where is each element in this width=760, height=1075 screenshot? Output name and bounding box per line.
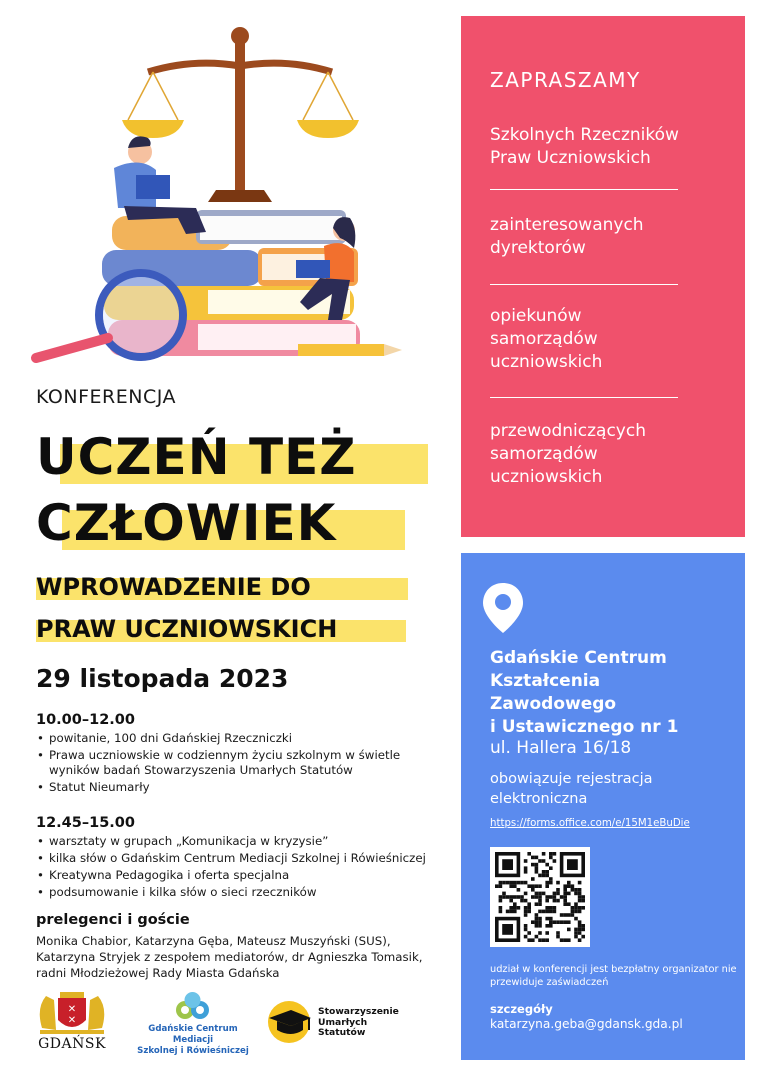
invitation-heading: ZAPRASZAMY [490, 68, 641, 92]
agenda-item: • warsztaty w grupach „Komunikacja w kryzysie” [36, 834, 431, 849]
association-text: Stowarzyszenie Umarłych Statutów [318, 1006, 399, 1038]
speakers-heading: prelegenci i goście [36, 912, 190, 928]
svg-text:✕: ✕ [67, 1004, 77, 1015]
qr-code-icon [495, 852, 585, 942]
title-line-2: CZŁOWIEK [36, 494, 337, 552]
hero-illustration [28, 20, 428, 375]
invitation-panel [461, 16, 745, 537]
free-participation-note: udział w konferencji jest bezpłatny organizator nie przewiduje zaświadczeń [490, 964, 737, 988]
venue-address: ul. Hallera 16/18 [490, 738, 632, 758]
conference-label: KONFERENCJA [36, 386, 176, 408]
speakers-list: Monika Chabior, Katarzyna Gęba, Mateusz Muszyński (SUS), Katarzyna Stryjek z zespołem mediatorów, dr Agnieszka Tomasik, radni Młodzieżowej Rady Miasta Gdańska [36, 934, 423, 980]
location-pin-icon [481, 581, 525, 635]
event-date: 29 listopada 2023 [36, 664, 289, 693]
registration-link[interactable]: https://forms.office.com/e/15M1eBuDie [490, 818, 690, 829]
agenda-item: • kilka słów o Gdańskim Centrum Mediacji Szkolnej i Rówieśniczej [36, 851, 431, 866]
agenda-item: • Kreatywna Pedagogika i oferta specjalna [36, 868, 431, 883]
session-time: 10.00–12.00 [36, 712, 135, 728]
venue-panel [461, 553, 745, 1060]
session-agenda [36, 731, 431, 797]
registration-note: obowiązuje rejestracja elektroniczna [490, 771, 653, 807]
agenda-item: • podsumowanie i kilka słów o sieci rzeczników [36, 885, 431, 900]
mediation-center-logo [128, 992, 258, 1056]
audience-item: opiekunów samorządów uczniowskich [490, 306, 603, 372]
subtitle-line-1: WPROWADZENIE DO [36, 573, 311, 601]
mediation-center-icon [128, 992, 258, 1024]
gdansk-logo [32, 990, 112, 1050]
venue-name: Gdańskie Centrum Kształcenia Zawodowego i Ustawicznego nr 1 [490, 648, 679, 737]
mediation-center-text: Gdańskie Centrum Mediacji Szkolnej i Rówieśniczej [137, 1024, 249, 1056]
gdansk-crest-icon [32, 990, 112, 1036]
agenda-item: • Statut Nieumarły [36, 780, 431, 795]
title-line-1: UCZEŃ TEŻ [36, 428, 357, 486]
agenda-item: • Prawa uczniowskie w codziennym życiu szkolnym w świetle wyników badań Stowarzyszenia Umarłych Statutów [36, 748, 431, 778]
details-heading: szczegóły [490, 1002, 553, 1016]
subtitle-line-2: PRAW UCZNIOWSKICH [36, 615, 338, 643]
agenda-item: • powitanie, 100 dni Gdańskiej Rzeczniczki [36, 731, 431, 746]
gdansk-logo-text: GDAŃSK [38, 1036, 106, 1052]
divider [490, 284, 678, 285]
association-logo [265, 998, 425, 1048]
session-agenda [36, 834, 431, 902]
audience-item: przewodniczących samorządów uczniowskich [490, 421, 646, 487]
contact-email[interactable]: katarzyna.geba@gdansk.gda.pl [490, 1017, 683, 1031]
svg-text:✕: ✕ [67, 1015, 77, 1026]
audience-item: zainteresowanych dyrektorów [490, 215, 644, 258]
graduation-cap-icon [265, 998, 315, 1044]
divider [490, 397, 678, 398]
divider [490, 189, 678, 190]
registration-qr-code[interactable] [490, 847, 590, 947]
session-time: 12.45–15.00 [36, 815, 135, 831]
audience-item: Szkolnych Rzeczników Praw Uczniowskich [490, 125, 679, 168]
